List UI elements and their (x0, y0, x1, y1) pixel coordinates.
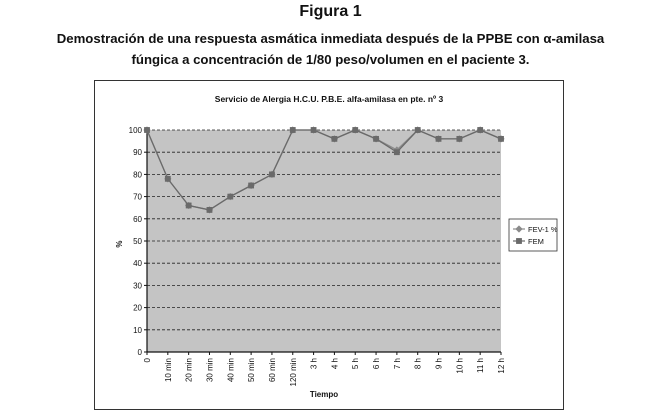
y-tick-label: 0 (137, 348, 142, 357)
x-tick-label: 8 h (413, 358, 423, 370)
x-tick-label: 10 min (163, 358, 173, 383)
y-tick-label: 80 (133, 170, 142, 180)
legend-label: FEM (528, 237, 544, 246)
data-point (516, 238, 521, 243)
chart-frame (94, 80, 564, 410)
x-tick-label: 30 min (205, 358, 215, 383)
data-point (332, 136, 337, 141)
chart-title: Servicio de Alergia H.C.U. P.B.E. alfa-amilasa en pte. nº 3 (214, 94, 444, 104)
x-tick-label: 6 h (372, 358, 382, 370)
x-tick-label: 40 min (226, 358, 236, 383)
data-point (249, 183, 254, 188)
data-point (144, 127, 149, 132)
y-tick-label: 60 (133, 214, 142, 224)
figure-caption-line-1: Demostración de una respuesta asmática inmediata después de la PPBE con α-amilasa (56, 31, 605, 46)
x-tick-label: 50 min (247, 358, 257, 383)
data-point (457, 136, 462, 141)
y-tick-label: 100 (128, 126, 142, 135)
x-tick-label: 10 h (455, 358, 465, 374)
y-axis-title: % (115, 240, 124, 248)
data-point (373, 136, 378, 141)
y-tick-label: 90 (133, 148, 142, 158)
data-point (228, 194, 233, 199)
y-tick-label: 30 (133, 281, 142, 291)
x-axis-title: Tiempo (309, 390, 339, 399)
line-chart (95, 81, 563, 409)
x-tick-label: 4 h (330, 358, 340, 370)
data-point (186, 203, 191, 208)
x-tick-label: 5 h (351, 358, 361, 370)
y-tick-label: 10 (133, 325, 142, 335)
x-axis-ticks (143, 352, 506, 386)
x-tick-label: 20 min (184, 358, 194, 383)
x-tick-label: 3 h (309, 358, 319, 370)
x-tick-label: 11 h (476, 358, 486, 373)
data-point (207, 207, 212, 212)
data-point (415, 127, 420, 132)
data-point (165, 176, 170, 181)
legend (509, 219, 558, 251)
x-tick-label: 9 h (434, 358, 444, 370)
data-point (311, 127, 316, 132)
data-point (290, 127, 295, 132)
data-point (478, 127, 483, 132)
legend-label: FEV-1 % (528, 225, 558, 234)
y-tick-label: 70 (133, 192, 142, 202)
y-axis-ticks (129, 126, 147, 357)
legend-box (509, 219, 557, 251)
y-tick-label: 40 (133, 259, 142, 269)
figure-caption-line-2: fúngica a concentración de 1/80 peso/volumen en el paciente 3. (131, 52, 530, 67)
y-tick-label: 20 (133, 303, 142, 313)
x-tick-label: 12 h (497, 358, 506, 374)
data-point (394, 150, 399, 155)
data-point (498, 136, 503, 141)
data-point (353, 127, 358, 132)
data-point (269, 172, 274, 177)
x-tick-label: 7 h (392, 358, 402, 370)
x-tick-label: 60 min (267, 358, 277, 383)
figure-caption (6, 28, 655, 70)
figure-title: Figura 1 (299, 3, 362, 20)
data-point (436, 136, 441, 141)
y-tick-label: 50 (133, 237, 142, 246)
x-tick-label: 120 min (288, 358, 298, 387)
x-tick-label: 0 (143, 358, 152, 363)
